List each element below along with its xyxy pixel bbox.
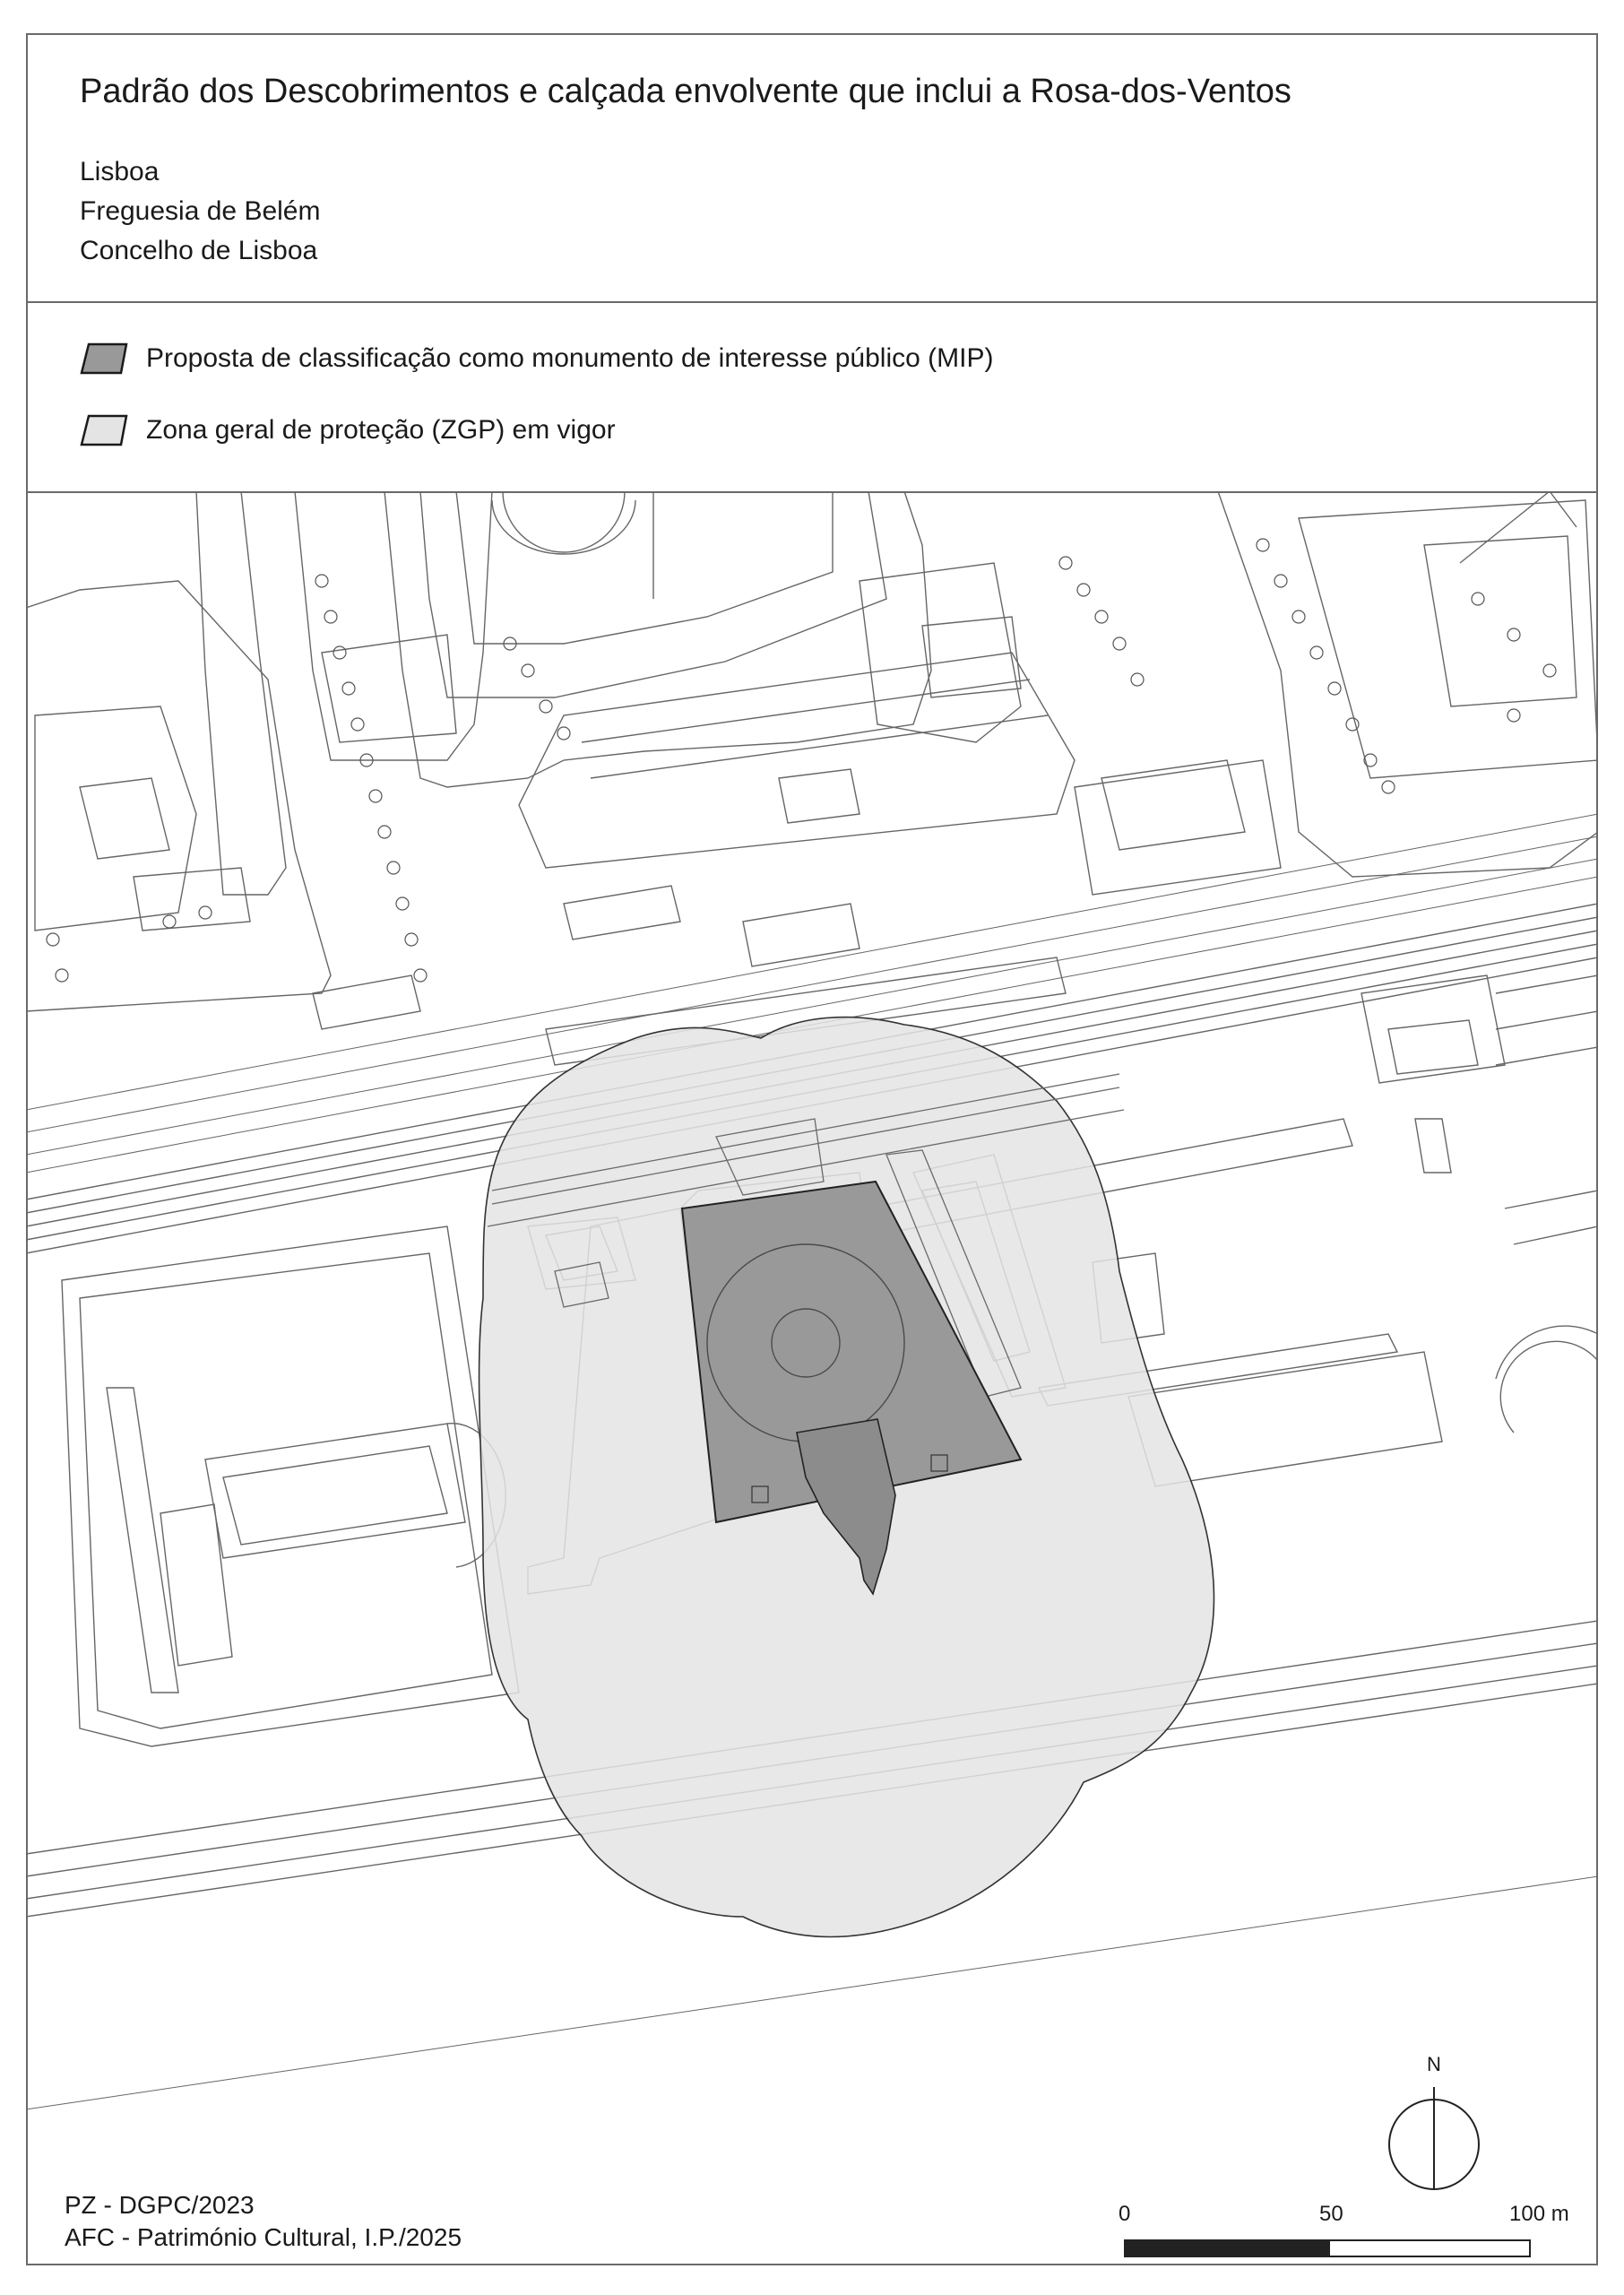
mip-swatch-icon: [80, 341, 130, 377]
scale-segment-light: [1328, 2239, 1531, 2257]
parish: Freguesia de Belém: [80, 196, 321, 226]
credits-line-2: AFC - Património Cultural, I.P./2025: [65, 2223, 462, 2251]
map-area: [26, 491, 1598, 2264]
north-arrow: [1380, 2053, 1488, 2196]
locality: Lisboa: [80, 157, 160, 186]
scale-bar: [1111, 2202, 1577, 2256]
municipality: Concelho de Lisboa: [80, 236, 318, 265]
legend-label-mip: Proposta de classificação como monumento de interesse público (MIP): [146, 343, 994, 373]
map-drawing: [26, 491, 1598, 2264]
header: [26, 33, 1598, 303]
legend-item-mip: [80, 341, 993, 377]
map-title: Padrão dos Descobrimentos e calçada envolvente que inclui a Rosa-dos-Ventos: [80, 73, 1291, 110]
zgp-swatch-icon: [80, 412, 130, 448]
north-label: N: [1427, 2053, 1441, 2075]
scale-label-50: 50: [1319, 2202, 1343, 2226]
north-compass-icon: [1380, 2078, 1488, 2195]
scale-label-100: 100 m: [1509, 2202, 1569, 2226]
legend: [26, 301, 1598, 493]
scale-segment-dark: [1124, 2239, 1328, 2257]
credits-line-1: PZ - DGPC/2023: [65, 2191, 255, 2219]
scale-label-0: 0: [1119, 2202, 1131, 2226]
legend-item-zgp: [80, 412, 616, 448]
legend-label-zgp: Zona geral de proteção (ZGP) em vigor: [146, 415, 616, 445]
block-west: [26, 581, 331, 1011]
